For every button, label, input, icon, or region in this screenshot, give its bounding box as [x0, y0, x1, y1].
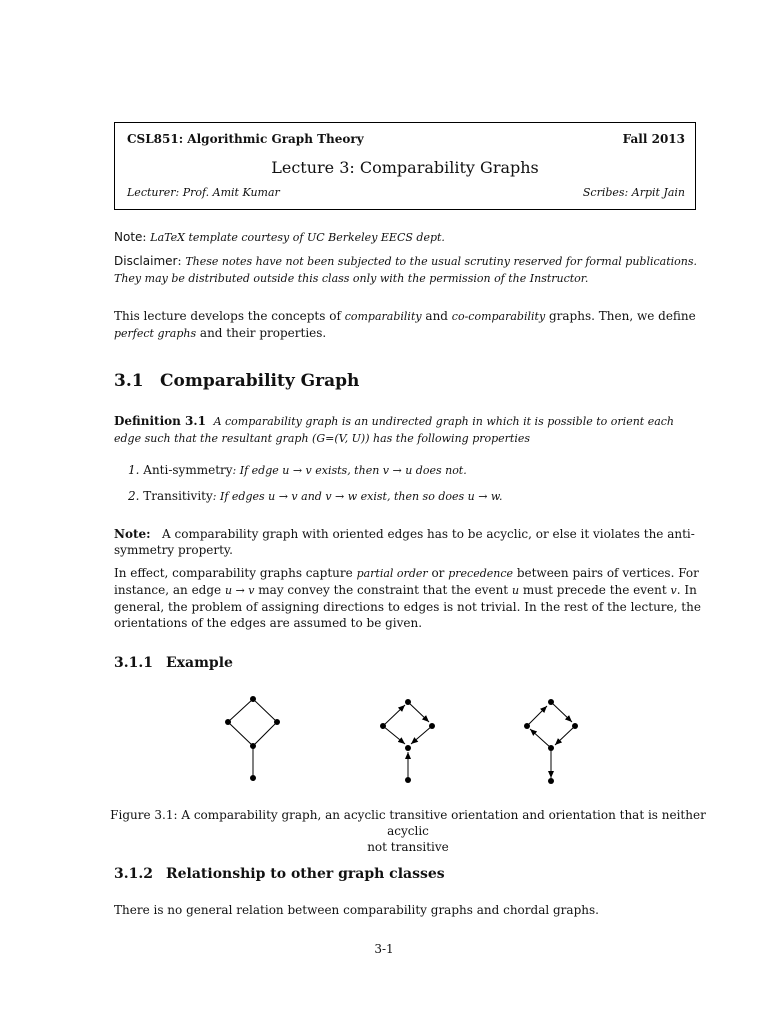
effect-em-u: u	[511, 584, 520, 597]
disclaimer-label: Disclaimer	[114, 254, 178, 268]
section-title: Comparability Graph	[160, 371, 360, 391]
property-text: : If edges u → v and v → w exist, then so does u → w.	[212, 490, 503, 503]
effect-em-partial-order: partial order	[356, 567, 428, 580]
intro-text-3: graphs. Then, we define	[545, 309, 696, 323]
note-paragraph: Note: LaTeX template courtesy of UC Berkeley EECS dept.	[114, 230, 445, 244]
property-number: 2.	[128, 489, 140, 503]
subsection-number: 3.1.2	[114, 866, 153, 882]
intro-text-2: and	[421, 309, 452, 323]
property-name: Anti-symmetry	[143, 463, 233, 477]
lecture-title: Lecture 3: Comparability Graphs	[271, 158, 539, 177]
note-label: Note	[114, 230, 143, 244]
graph-vertex	[250, 775, 256, 781]
graph-non-transitive-orientation	[524, 699, 578, 784]
figure-caption-line-2: not transitive	[367, 840, 449, 854]
effect-em-edge: u → v	[224, 584, 255, 597]
graph-vertex	[225, 719, 231, 725]
intro-em-comparability: comparability	[344, 310, 422, 323]
note2-label: Note:	[114, 527, 151, 541]
effect-text-4: may convey the constraint that the event	[254, 583, 512, 597]
section-number: 3.1	[114, 371, 144, 391]
graph-vertex	[405, 745, 411, 751]
subsection-number: 3.1.1	[114, 655, 153, 671]
graph-vertex	[250, 696, 256, 702]
graph-vertex	[429, 723, 435, 729]
intro-text-1: This lecture develops the concepts of	[114, 309, 345, 323]
property-text: : If edge u → v exists, then v → u does not.	[232, 464, 467, 477]
property-number: 1.	[128, 463, 140, 477]
scribes: Scribes: Arpit Jain	[582, 186, 685, 199]
graph-vertex	[548, 778, 554, 784]
figure-caption-line-1: Figure 3.1: A comparability graph, an acyclic transitive orientation and orientation that is neither acyclic	[110, 808, 706, 838]
effect-em-precedence: precedence	[448, 567, 514, 580]
closing-paragraph: There is no general relation between comparability graphs and chordal graphs.	[114, 903, 599, 917]
graph-vertex	[548, 699, 554, 705]
graph-vertex	[405, 699, 411, 705]
graph-undirected	[225, 696, 280, 781]
effect-text-2: or	[427, 566, 449, 580]
graph-vertex	[380, 723, 386, 729]
definition-text: A comparability graph is an undirected graph in which it is possible to orient each edge such that the resultant graph (G=(V, U)) has the following properties	[114, 415, 675, 445]
lecturer: Lecturer: Prof. Amit Kumar	[127, 186, 280, 199]
page-number: 3-1	[374, 942, 394, 956]
intro-em-co-comparability: co-comparability	[451, 310, 546, 323]
effect-text-1: In effect, comparability graphs capture	[114, 566, 357, 580]
subsection-title: Example	[166, 655, 233, 671]
course-title: CSL851: Algorithmic Graph Theory	[127, 132, 364, 146]
graph-vertex	[250, 743, 256, 749]
intro-text-4: and their properties.	[196, 326, 327, 340]
note-text: LaTeX template courtesy of UC Berkeley EECS dept.	[150, 231, 445, 244]
effect-em-v: v	[670, 584, 677, 597]
term: Fall 2013	[622, 132, 685, 146]
effect-text-3: between pairs of vertices. For instance, an edge	[114, 566, 699, 597]
intro-em-perfect-graphs: perfect graphs	[114, 327, 197, 340]
graph-vertex	[524, 723, 530, 729]
graph-transitive-orientation	[380, 699, 435, 783]
figure-caption	[100, 807, 716, 855]
definition-label: Definition 3.1	[114, 414, 206, 428]
graph-vertex	[274, 719, 280, 725]
graph-vertex	[405, 777, 411, 783]
disclaimer-text: These notes have not been subjected to the usual scrutiny reserved for formal publications. They may be distributed outside this class only with the permission of the Instructor.	[114, 255, 698, 285]
graph-vertex	[548, 745, 554, 751]
subsection-title: Relationship to other graph classes	[166, 866, 445, 882]
property-name: Transitivity	[143, 489, 213, 503]
effect-text-5: must precede the event	[519, 583, 671, 597]
effect-text-6: . In general, the problem of assigning directions to edges is not trivial. In the rest of the lecture, the orientations of the edges are assumed to be given.	[114, 583, 701, 630]
graph-vertex	[572, 723, 578, 729]
disclaimer-paragraph: Disclaimer: These notes have not been subjected to the usual scrutiny reserved for formal publications. They may be distributed outside this class only with the permission of the Instructor.	[114, 254, 698, 285]
subsection-heading-3-1-2	[114, 866, 445, 882]
note2-text: A comparability graph with oriented edges has to be acyclic, or else it violates the anti-symmetry property.	[114, 527, 695, 557]
